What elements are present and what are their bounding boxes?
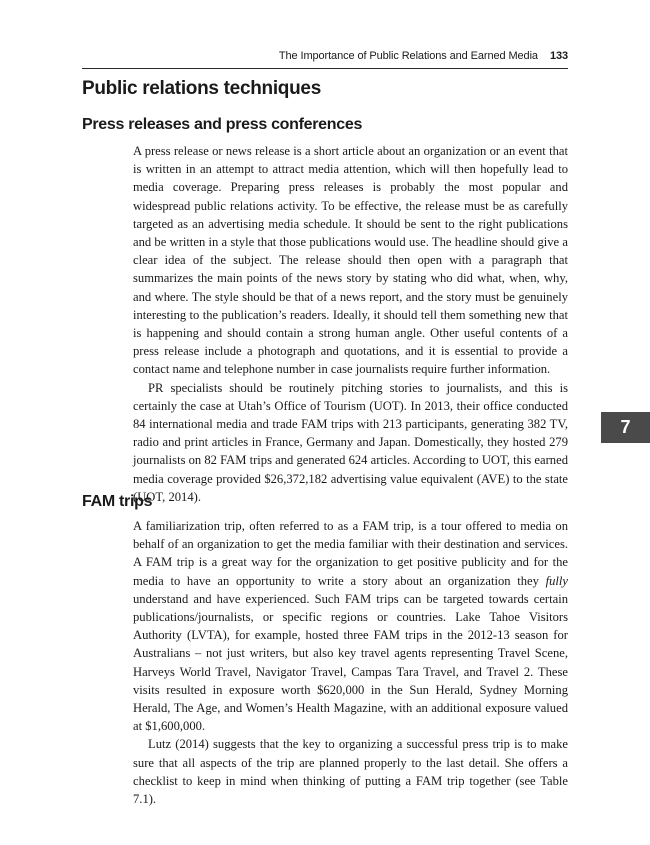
fam-trips-heading: FAM trips xyxy=(82,493,153,510)
press-releases-heading: Press releases and press conferences xyxy=(82,116,363,133)
fam-paragraph-1 xyxy=(133,517,568,735)
running-head-title: The Importance of Public Relations and Earned Media xyxy=(278,50,538,62)
fam-paragraph-2: Lutz (2014) suggests that the key to organizing a successful press trip is to make sure that all aspects of the trip are planned properly to the last detail. She offers a checklist to keep in mind when thinking of putting a FAM trip together (see Table 7.1). xyxy=(133,737,568,807)
press-paragraph-1: A press release or news release is a short article about an organization or an event that is written in an attempt to attract media attention, which will then hopefully lead to media coverage. Preparing press releases is probably the most popular and widespread public relations activity. To be effective, the release must be as carefully targeted as an advertising media schedule. It should be sent to the right publications and be written in a style that those publications would use. The headline should give a clear idea of the subject. The release should then open with a paragraph that summarizes the main points of the news story by stating who did what, when, why, and where. The style should be that of a news report, and the story must be genuinely interesting to the publication’s readers. Ideally, it should tell them something new that is happening and should contain a strong human angle. Other useful contents of a press release include a photograph and quotations, and it is essential to provide a contact name and telephone number in case journalists require further information. xyxy=(133,144,568,377)
press-releases-body xyxy=(133,142,568,506)
running-head xyxy=(82,50,568,62)
header-rule xyxy=(82,68,568,69)
page-number: 133 xyxy=(549,50,568,62)
press-paragraph-2: PR specialists should be routinely pitching stories to journalists, and this is certainly the case at Utah’s Office of Tourism (UOT). In 2013, their office conducted 84 international media and trade FAM trips with 213 participants, generating 382 TV, radio and print articles in France, Germany and Japan. Domestically, they hosted 279 journalists on 82 FAM trips and generated 624 articles. According to UOT, this earned media coverage provided $26,372,182 advertising value equivalent (AVE) to the state (UOT, 2014). xyxy=(133,380,568,504)
fam-p1-text-b: understand and have experienced. Such FAM trips can be targeted towards certain publications/journalists, or specific regions or countries. Lake Tahoe Visitors Authority (LVTA), for example, hosted three FAM trips in the 2012-13 season for Australians – not just writers, but also key travel agents representing Travel Scene, Harveys World Travel, Navigator Travel, Campas Tara Travel, and Travel 2. These visits resulted in exposure worth $620,000 in the Sun Herald, Sydney Morning Herald, The Age, and Women’s Health Magazine, with an additional exposure valued at $1,600,000. xyxy=(133,591,568,734)
section-title: Public relations techniques xyxy=(82,78,321,99)
fam-p1-emphasis: fully xyxy=(545,573,568,588)
fam-p1-text-a: A familiarization trip, often referred to as a FAM trip, is a tour offered to media on behalf of an organization to get the media familiar with their destination and services. A FAM trip is a great way for the organization to get positive publicity and for the media to have an opportunity to write a story about an organization they xyxy=(133,519,568,588)
fam-trips-body xyxy=(133,517,568,808)
chapter-tab: 7 xyxy=(601,412,650,443)
